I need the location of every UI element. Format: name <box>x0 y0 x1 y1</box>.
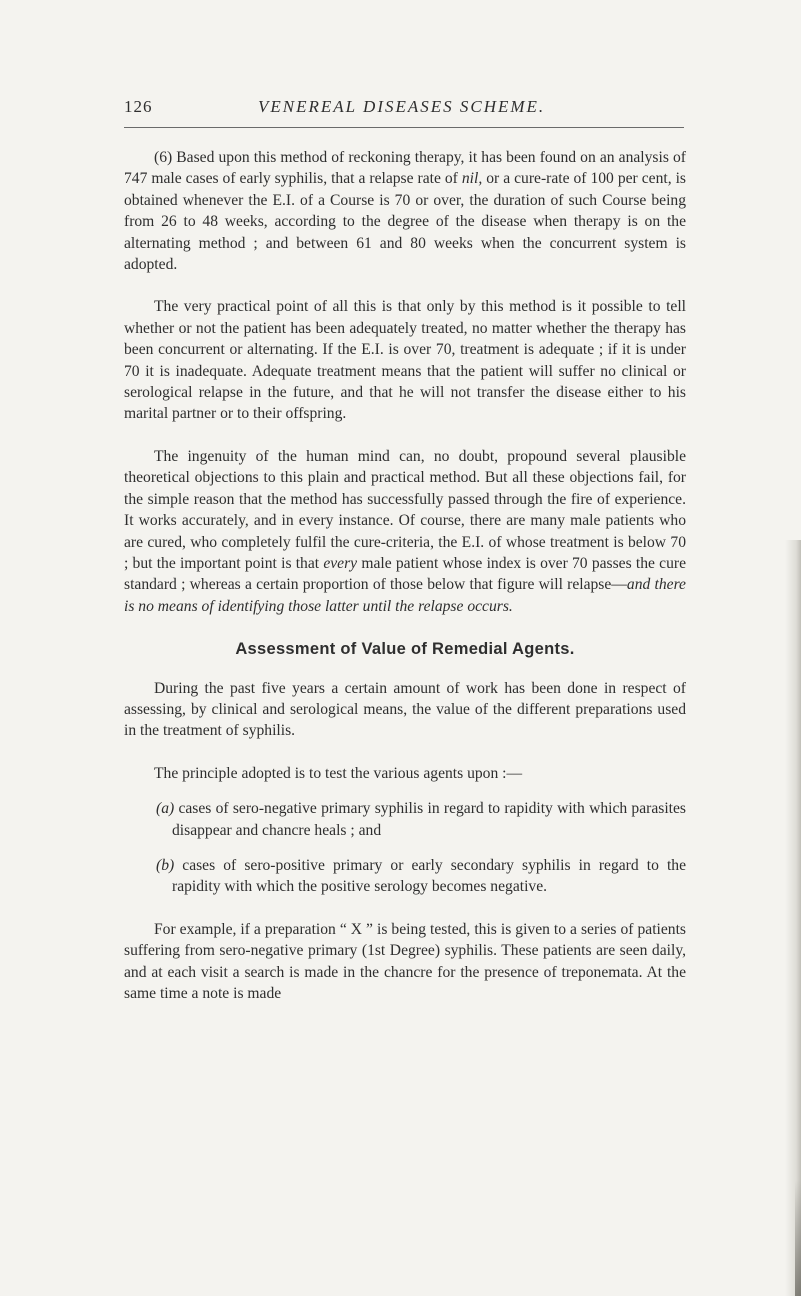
page-edge-dark <box>795 1180 801 1296</box>
paragraph-1-italic-nil: nil, <box>461 170 483 188</box>
body-text <box>124 147 686 1004</box>
list-text-a: cases of sero-negative primary syphilis in regard to rapidity with which parasites disappear and chancre heals ; and <box>172 800 686 839</box>
paragraph-3-italic-conclusion: and there is no means of identifying those latter until the relapse occurs. <box>124 576 686 615</box>
paragraph-1 <box>124 147 686 275</box>
paragraph-3 <box>124 446 686 617</box>
paragraph-5: The principle adopted is to test the various agents upon :— <box>154 764 523 782</box>
list-marker-b: (b) <box>156 856 175 874</box>
list-item-b <box>156 855 686 898</box>
paragraph-3-text-a: The ingenuity of the human mind can, no doubt, propound several plausible theoretical objections to this plain and practical method. But all these objections fail, for the simple reason that the method has successfully passed through the fire of experience. It works accurately, and in every instance. Of course, there are many male patients who are cured, who completely fulfil the cure-criteria, the E.I. of whose treatment is below 70 ; but the important point is that <box>124 447 686 572</box>
list-marker-a: (a) <box>156 800 175 818</box>
section-heading: Assessment of Value of Remedial Agents. <box>235 640 575 659</box>
header-rule <box>124 127 684 128</box>
page-header <box>124 97 684 123</box>
page-number: 126 <box>124 97 153 116</box>
list-text-b: cases of sero-positive primary or early secondary syphilis in regard to the rapidity with which the positive serology becomes negative. <box>172 856 686 896</box>
paragraph-1-text-c: or a cure-rate of 100 per cent, is obtained whenever the E.I. of a Course is 70 or over, the duration of such Course being from 26 to 48 weeks, according to the degree of the disease when therapy is on the alternating method ; and between 61 and 80 weeks when the concurrent system is adopted. <box>124 170 686 274</box>
paragraph-6: For example, if a preparation “ X ” is being tested, this is given to a series of patients suffering from sero-negative primary (1st Degree) syphilis. These patients are seen daily, and at each visit a search is made in the chancre for the presence of treponemata. At the same time a note is made <box>124 920 686 1002</box>
paragraph-1-text-a: (6) Based upon this method of reckoning therapy, it has been found on an analysis of 747 male cases of early syphilis, that a relapse rate of <box>124 149 686 188</box>
list-item-a <box>156 798 686 841</box>
paragraph-4: During the past five years a certain amount of work has been done in respect of assessing, by clinical and serological means, the value of the different preparations used in the treatment of syphilis. <box>124 679 686 740</box>
paragraph-2: The very practical point of all this is that only by this method is it possible to tell whether or not the patient has been adequately treated, no matter whether the therapy has been concurrent or alternating. If the E.I. is over 70, treatment is adequate ; if it is under 70 it is inadequate. Adequate treatment means that the patient will suffer no clinical or serological relapse in the future, and that he will not transfer the disease either to his marital partner or to their offspring. <box>124 298 686 423</box>
running-head: VENEREAL DISEASES SCHEME. <box>258 97 546 116</box>
paragraph-3-text-c: male patient whose index is over 70 passes the cure standard ; whereas a certain proportion of those below that figure will relapse— <box>124 554 686 594</box>
paragraph-3-italic-every: every <box>323 554 358 572</box>
